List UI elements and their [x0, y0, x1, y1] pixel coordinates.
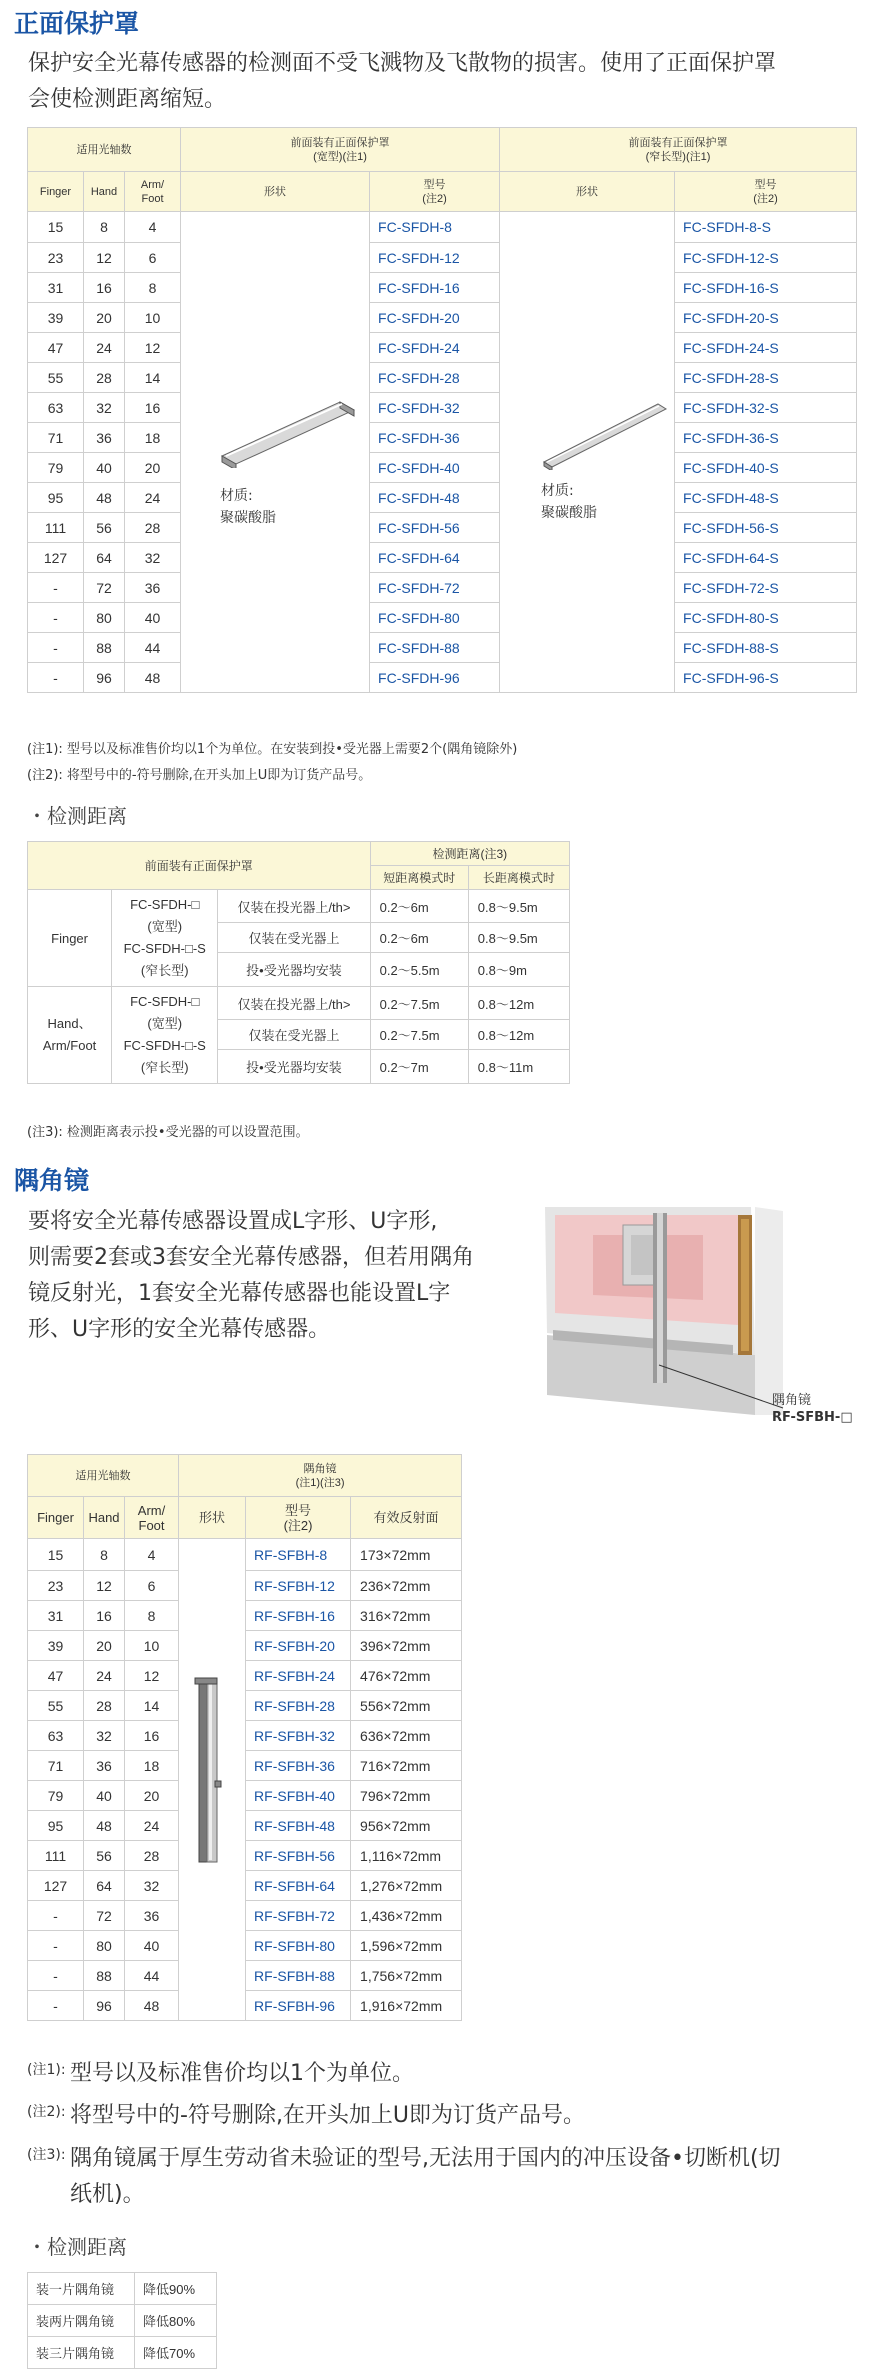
hand-count: 36	[84, 1751, 125, 1781]
table-row	[28, 273, 857, 303]
finger-count: 63	[28, 393, 84, 423]
mirror-reduction-table	[27, 2272, 217, 2369]
table-row	[28, 453, 857, 483]
narrow-cover-material: 材质: 聚碳酸脂	[541, 483, 597, 521]
finger-count: 15	[28, 212, 84, 243]
effective-surface-size: 1,436×72mm	[351, 1901, 462, 1931]
wide-model-number: FC-SFDH-28	[370, 363, 500, 393]
finger-count: 79	[28, 453, 84, 483]
mirror-model-number: RF-SFBH-24	[246, 1661, 351, 1691]
hand-count: 16	[84, 1601, 125, 1631]
narrow-cover-illustration	[540, 400, 670, 470]
mount-condition: 仅装在投光器上/th>	[218, 890, 370, 923]
hand-count: 88	[84, 1961, 125, 1991]
mirror-model-number: RF-SFBH-20	[246, 1631, 351, 1661]
hand-count: 8	[84, 1539, 125, 1571]
narrow-model-number: FC-SFDH-16-S	[675, 273, 857, 303]
detection-distance-title: ・检测距离	[27, 804, 127, 828]
finger-count: 63	[28, 1721, 84, 1751]
short-range-value: 0.2～5.5m	[370, 953, 468, 987]
finger-count: 71	[28, 1751, 84, 1781]
section-title-corner-mirror: 隅角镜	[14, 1166, 90, 1195]
mirror-model-number: RF-SFBH-96	[246, 1991, 351, 2021]
mirror-model-number: RF-SFBH-72	[246, 1901, 351, 1931]
arm-foot-count: 36	[125, 1901, 179, 1931]
mirror-model-number: RF-SFBH-40	[246, 1781, 351, 1811]
intro-line: 会使检测距离缩短。	[28, 87, 227, 112]
arm-foot-count: 4	[125, 1539, 179, 1571]
table-row	[28, 393, 857, 423]
arm-foot-count: 10	[125, 303, 181, 333]
hand-count: 20	[84, 303, 125, 333]
mirror-model-number: RF-SFBH-16	[246, 1601, 351, 1631]
mirror-model-number: RF-SFBH-12	[246, 1571, 351, 1601]
header-axis-count: 适用光轴数	[28, 1455, 179, 1497]
effective-surface-size: 1,596×72mm	[351, 1931, 462, 1961]
finger-count: 31	[28, 1601, 84, 1631]
finger-count: -	[28, 1931, 84, 1961]
finger-count: 111	[28, 513, 84, 543]
table-row	[28, 1539, 462, 1571]
wide-cover-material: 材质: 聚碳酸脂	[220, 488, 276, 526]
mirror-model-number: RF-SFBH-28	[246, 1691, 351, 1721]
hand-count: 64	[84, 543, 125, 573]
effective-surface-size: 1,276×72mm	[351, 1871, 462, 1901]
finger-count: 47	[28, 333, 84, 363]
narrow-model-number: FC-SFDH-36-S	[675, 423, 857, 453]
arm-foot-count: 32	[125, 543, 181, 573]
table-row	[28, 513, 857, 543]
table-row	[28, 543, 857, 573]
wide-model-number: FC-SFDH-64	[370, 543, 500, 573]
intro-line: 则需要2套或3套安全光幕传感器，但若用隅角	[28, 1245, 474, 1270]
finger-count: 79	[28, 1781, 84, 1811]
header-narrow-type: 前面装有正面保护罩 (窄长型)(注1)	[500, 128, 857, 172]
mirror-model-number: RF-SFBH-32	[246, 1721, 351, 1751]
finger-count: 47	[28, 1661, 84, 1691]
hand-count: 96	[84, 1991, 125, 2021]
wide-model-number: FC-SFDH-56	[370, 513, 500, 543]
hand-count: 88	[84, 633, 125, 663]
finger-count: 127	[28, 1871, 84, 1901]
narrow-model-number: FC-SFDH-88-S	[675, 633, 857, 663]
table-row	[28, 303, 857, 333]
effective-surface-size: 956×72mm	[351, 1811, 462, 1841]
mount-condition: 投•受光器均安装	[218, 1050, 370, 1084]
effective-surface-size: 173×72mm	[351, 1539, 462, 1571]
intro-line: 镜反射光，1套安全光幕传感器也能设置L字	[28, 1281, 451, 1306]
wide-cover-illustration	[218, 398, 358, 468]
short-range-value: 0.2～7.5m	[370, 1020, 468, 1050]
wide-model-number: FC-SFDH-96	[370, 663, 500, 693]
effective-surface-size: 316×72mm	[351, 1601, 462, 1631]
long-range-value: 0.8～9.5m	[468, 890, 569, 923]
header-model: 型号 (注2)	[370, 172, 500, 212]
short-range-value: 0.2～6m	[370, 923, 468, 953]
finger-count: -	[28, 1961, 84, 1991]
effective-surface-size: 636×72mm	[351, 1721, 462, 1751]
front-cover-table	[27, 127, 857, 693]
header-front-cover: 前面装有正面保护罩	[28, 842, 371, 890]
arm-foot-count: 48	[125, 663, 181, 693]
wide-model-number: FC-SFDH-48	[370, 483, 500, 513]
mirror-model-number: RF-SFBH-8	[246, 1539, 351, 1571]
finger-count: 23	[28, 1571, 84, 1601]
mirror-model-number: RF-SFBH-80	[246, 1931, 351, 1961]
wide-model-number: FC-SFDH-40	[370, 453, 500, 483]
header-hand: Hand	[84, 172, 125, 212]
arm-foot-count: 8	[125, 273, 181, 303]
arm-foot-count: 24	[125, 483, 181, 513]
hand-count: 28	[84, 1691, 125, 1721]
arm-foot-count: 16	[125, 1721, 179, 1751]
mirror-model-number: RF-SFBH-64	[246, 1871, 351, 1901]
corner-mirror-photo	[533, 1205, 863, 1415]
arm-foot-count: 40	[125, 603, 181, 633]
header-shape: 形状	[500, 172, 675, 212]
mirror-detection-distance-title: ・检测距离	[27, 2235, 127, 2259]
hand-count: 72	[84, 1901, 125, 1931]
table-row	[28, 243, 857, 273]
reduction-value: 降低90%	[135, 2273, 217, 2305]
header-long-mode: 长距离模式时	[468, 866, 569, 890]
arm-foot-count: 44	[125, 633, 181, 663]
short-range-value: 0.2～7.5m	[370, 987, 468, 1020]
finger-count: 127	[28, 543, 84, 573]
arm-foot-count: 12	[125, 1661, 179, 1691]
hand-count: 24	[84, 1661, 125, 1691]
effective-surface-size: 396×72mm	[351, 1631, 462, 1661]
arm-foot-count: 24	[125, 1811, 179, 1841]
header-shape: 形状	[179, 1497, 246, 1539]
intro-line: 保护安全光幕传感器的检测面不受飞溅物及飞散物的损害。使用了正面保护罩	[28, 51, 777, 76]
hand-count: 20	[84, 1631, 125, 1661]
hand-count: 48	[84, 1811, 125, 1841]
wide-model-number: FC-SFDH-24	[370, 333, 500, 363]
long-range-value: 0.8～12m	[468, 987, 569, 1020]
hand-count: 36	[84, 423, 125, 453]
table-row	[28, 663, 857, 693]
hand-count: 24	[84, 333, 125, 363]
wide-model-number: FC-SFDH-32	[370, 393, 500, 423]
finger-count: 95	[28, 1811, 84, 1841]
hand-count: 16	[84, 273, 125, 303]
narrow-model-number: FC-SFDH-24-S	[675, 333, 857, 363]
effective-surface-size: 1,756×72mm	[351, 1961, 462, 1991]
arm-foot-count: 32	[125, 1871, 179, 1901]
effective-surface-size: 1,916×72mm	[351, 1991, 462, 2021]
effective-surface-size: 476×72mm	[351, 1661, 462, 1691]
corner-mirror-table	[27, 1454, 462, 2021]
table-row	[28, 363, 857, 393]
arm-foot-count: 6	[125, 243, 181, 273]
front-cover-intro	[28, 46, 878, 118]
long-range-value: 0.8～9m	[468, 953, 569, 987]
hand-count: 40	[84, 453, 125, 483]
finger-count: 15	[28, 1539, 84, 1571]
note-1: (注1): 型号以及标准售价均以1个为单位。在安装到投•受光器上需要2个(隅角镜除外)	[27, 742, 518, 757]
narrow-model-number: FC-SFDH-8-S	[675, 212, 857, 243]
effective-surface-size: 236×72mm	[351, 1571, 462, 1601]
hand-count: 28	[84, 363, 125, 393]
arm-foot-count: 18	[125, 1751, 179, 1781]
arm-foot-count: 6	[125, 1571, 179, 1601]
finger-count: -	[28, 573, 84, 603]
hand-count: 80	[84, 603, 125, 633]
table-row	[28, 573, 857, 603]
arm-foot-count: 48	[125, 1991, 179, 2021]
mount-condition: 投•受光器均安装	[218, 953, 370, 987]
arm-foot-count: 28	[125, 1841, 179, 1871]
corner-mirror-illustration	[193, 1676, 227, 1866]
model-group: FC-SFDH-□ (宽型) FC-SFDH-□-S (窄长型)	[112, 987, 218, 1084]
narrow-model-number: FC-SFDH-20-S	[675, 303, 857, 333]
finger-count: -	[28, 663, 84, 693]
header-model: 型号 (注2)	[675, 172, 857, 212]
mirror-model-number: RF-SFBH-36	[246, 1751, 351, 1781]
finger-count: 39	[28, 1631, 84, 1661]
hand-count: 40	[84, 1781, 125, 1811]
arm-foot-count: 44	[125, 1961, 179, 1991]
narrow-model-number: FC-SFDH-72-S	[675, 573, 857, 603]
wide-model-number: FC-SFDH-80	[370, 603, 500, 633]
wide-model-number: FC-SFDH-72	[370, 573, 500, 603]
hand-count: 80	[84, 1931, 125, 1961]
narrow-model-number: FC-SFDH-64-S	[675, 543, 857, 573]
table-row	[28, 423, 857, 453]
note-2: (注2): 将型号中的-符号删除,在开头加上U即为订货产品号。	[27, 768, 372, 783]
header-short-mode: 短距离模式时	[370, 866, 468, 890]
wide-model-number: FC-SFDH-16	[370, 273, 500, 303]
long-range-value: 0.8～11m	[468, 1050, 569, 1084]
arm-foot-count: 20	[125, 1781, 179, 1811]
long-range-value: 0.8～9.5m	[468, 923, 569, 953]
reduction-value: 降低70%	[135, 2337, 217, 2369]
intro-line: 形、U字形的安全光幕传感器。	[28, 1317, 331, 1342]
finger-count: -	[28, 1991, 84, 2021]
table-row	[28, 212, 857, 243]
mirror-model-number: RF-SFBH-88	[246, 1961, 351, 1991]
header-arm-foot: Arm/ Foot	[125, 172, 181, 212]
wide-model-number: FC-SFDH-8	[370, 212, 500, 243]
hand-count: 48	[84, 483, 125, 513]
mirror-note-1: (注1): 型号以及标准售价均以1个为单位。	[27, 2061, 414, 2086]
header-corner-mirror: 隅角镜 (注1)(注3)	[179, 1455, 462, 1497]
wide-model-number: FC-SFDH-88	[370, 633, 500, 663]
finger-count: -	[28, 633, 84, 663]
finger-count: 23	[28, 243, 84, 273]
arm-foot-count: 4	[125, 212, 181, 243]
header-model: 型号 (注2)	[246, 1497, 351, 1539]
arm-foot-count: 8	[125, 1601, 179, 1631]
finger-count: 55	[28, 1691, 84, 1721]
header-wide-type: 前面装有正面保护罩 (宽型)(注1)	[181, 128, 500, 172]
header-finger: Finger	[28, 172, 84, 212]
table-row	[28, 603, 857, 633]
note-3: (注3): 检测距离表示投•受光器的可以设置范围。	[27, 1125, 309, 1140]
finger-count: 111	[28, 1841, 84, 1871]
corner-mirror-photo-label: 隅角镜 RF-SFBH-□	[772, 1393, 853, 1425]
hand-count: 12	[84, 1571, 125, 1601]
header-detection-distance: 检测距离(注3)	[370, 842, 569, 866]
hand-count: 96	[84, 663, 125, 693]
narrow-model-number: FC-SFDH-40-S	[675, 453, 857, 483]
table-row	[28, 333, 857, 363]
effective-surface-size: 796×72mm	[351, 1781, 462, 1811]
reduction-label: 装三片隅角镜	[28, 2337, 135, 2369]
effective-surface-size: 1,116×72mm	[351, 1841, 462, 1871]
hand-count: 56	[84, 513, 125, 543]
header-axis-count: 适用光轴数	[28, 128, 181, 172]
reduction-label: 装一片隅角镜	[28, 2273, 135, 2305]
group-finger: Finger	[28, 890, 112, 987]
narrow-model-number: FC-SFDH-12-S	[675, 243, 857, 273]
arm-foot-count: 10	[125, 1631, 179, 1661]
finger-count: 39	[28, 303, 84, 333]
narrow-model-number: FC-SFDH-80-S	[675, 603, 857, 633]
short-range-value: 0.2～7m	[370, 1050, 468, 1084]
table-row	[28, 633, 857, 663]
finger-count: 55	[28, 363, 84, 393]
arm-foot-count: 18	[125, 423, 181, 453]
hand-count: 12	[84, 243, 125, 273]
finger-count: 95	[28, 483, 84, 513]
hand-count: 56	[84, 1841, 125, 1871]
narrow-model-number: FC-SFDH-32-S	[675, 393, 857, 423]
table-row	[28, 483, 857, 513]
intro-line: 要将安全光幕传感器设置成L字形、U字形,	[28, 1209, 438, 1234]
mount-condition: 仅装在受光器上	[218, 1020, 370, 1050]
corner-mirror-intro	[28, 1204, 528, 1348]
section-title-front-cover: 正面保护罩	[14, 9, 140, 38]
arm-foot-count: 12	[125, 333, 181, 363]
narrow-model-number: FC-SFDH-96-S	[675, 663, 857, 693]
finger-count: -	[28, 1901, 84, 1931]
effective-surface-size: 716×72mm	[351, 1751, 462, 1781]
short-range-value: 0.2～6m	[370, 890, 468, 923]
hand-count: 72	[84, 573, 125, 603]
wide-model-number: FC-SFDH-20	[370, 303, 500, 333]
narrow-model-number: FC-SFDH-28-S	[675, 363, 857, 393]
narrow-model-number: FC-SFDH-56-S	[675, 513, 857, 543]
reduction-value: 降低80%	[135, 2305, 217, 2337]
arm-foot-count: 16	[125, 393, 181, 423]
reduction-label: 装两片隅角镜	[28, 2305, 135, 2337]
header-finger: Finger	[28, 1497, 84, 1539]
header-arm-foot: Arm/ Foot	[125, 1497, 179, 1539]
group-hand-arm-foot: Hand、 Arm/Foot	[28, 987, 112, 1084]
arm-foot-count: 36	[125, 573, 181, 603]
narrow-model-number: FC-SFDH-48-S	[675, 483, 857, 513]
wide-model-number: FC-SFDH-36	[370, 423, 500, 453]
wide-model-number: FC-SFDH-12	[370, 243, 500, 273]
long-range-value: 0.8～12m	[468, 1020, 569, 1050]
arm-foot-count: 14	[125, 363, 181, 393]
hand-count: 64	[84, 1871, 125, 1901]
header-hand: Hand	[84, 1497, 125, 1539]
mirror-model-number: RF-SFBH-48	[246, 1811, 351, 1841]
model-group: FC-SFDH-□ (宽型) FC-SFDH-□-S (窄长型)	[112, 890, 218, 987]
mount-condition: 仅装在投光器上/th>	[218, 987, 370, 1020]
effective-surface-size: 556×72mm	[351, 1691, 462, 1721]
finger-count: -	[28, 603, 84, 633]
arm-foot-count: 14	[125, 1691, 179, 1721]
detection-distance-table	[27, 841, 570, 1084]
mirror-note-3: (注3): 隅角镜属于厚生劳动省未验证的型号,无法用于国内的冲压设备•切断机(切 纸机)。	[27, 2146, 781, 2207]
arm-foot-count: 20	[125, 453, 181, 483]
header-effective-surface: 有效反射面	[351, 1497, 462, 1539]
hand-count: 8	[84, 212, 125, 243]
header-shape: 形状	[181, 172, 370, 212]
hand-count: 32	[84, 1721, 125, 1751]
arm-foot-count: 40	[125, 1931, 179, 1961]
finger-count: 71	[28, 423, 84, 453]
hand-count: 32	[84, 393, 125, 423]
finger-count: 31	[28, 273, 84, 303]
arm-foot-count: 28	[125, 513, 181, 543]
mount-condition: 仅装在受光器上	[218, 923, 370, 953]
mirror-model-number: RF-SFBH-56	[246, 1841, 351, 1871]
mirror-note-2: (注2): 将型号中的-符号删除,在开头加上U即为订货产品号。	[27, 2103, 586, 2128]
